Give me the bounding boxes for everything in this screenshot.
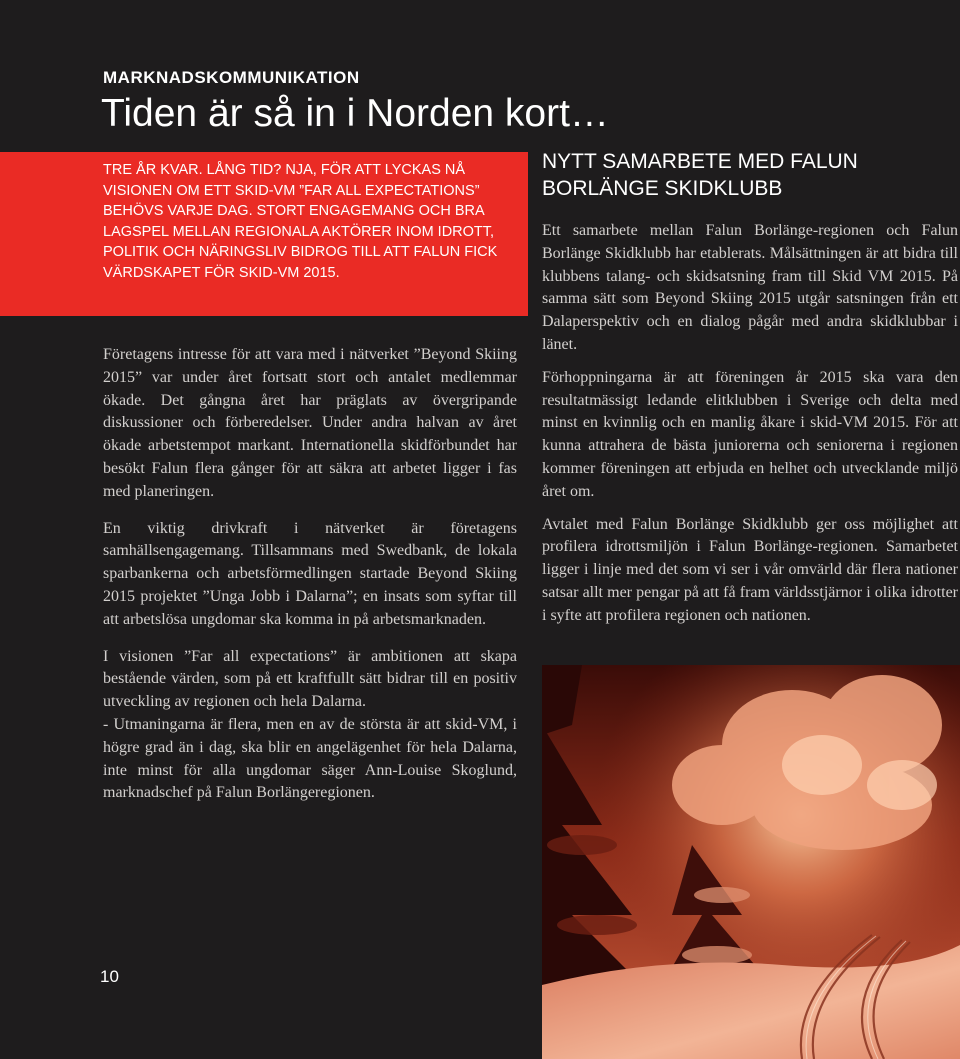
right-heading: NYTT SAMARBETE MED FALUN BORLÄNGE SKIDKLUBB [542, 150, 858, 200]
right-paragraph: Avtalet med Falun Borlänge Skidklubb ger oss möjlighet att profilera idrottsmiljön i Falun Borlänge-regionen. Samarbetet ligger i linje med det som vi ser i vår omvärld där flera nationer satsar allt mer pengar på att få fram världsstjärnor i olika idrotter i syfte att profilera regionen och nationen. [542, 515, 958, 624]
right-paragraph: Förhoppningarna är att föreningen år 2015 ska vara den resultatmässigt ledande elitklubben i Sverige och delta med minst en kvinnlig och en manlig åkare i skid-VM 2015. För att kunna attrahera de bästa juniorerna och seniorerna i regionen kommer föreningen att erbjuda en helhet och utvecklande miljö året om. [542, 368, 958, 500]
left-column [103, 344, 517, 819]
intro-box [0, 152, 528, 316]
right-paragraph: Ett samarbete mellan Falun Borlänge-regionen och Falun Borlänge Skidklubb har etablerats. Målsättningen är att bidra till klubbens talang- och skidsatsning fram till Skid VM 2015. På samma sätt som Beyond Skiing 2015 utgår satsningen från ett Dalaperspektiv och en dialog pågår med andra skidklubbar i länet. [542, 222, 958, 353]
winter-forest-photo [542, 665, 960, 1059]
winter-forest-illustration [542, 665, 960, 1059]
page-title: Tiden är så in i Norden kort… [101, 92, 609, 135]
intro-text: TRE ÅR KVAR. LÅNG TID? NJA, FÖR ATT LYCKAS NÅ VISIONEN OM ETT SKID-VM ”FAR ALL EXPECTATIONS” BEHÖVS VARJE DAG. STORT ENGAGEMANG OCH BRA LAGSPEL MELLAN REGIONALA AKTÖRER INOM IDROTT, POLITIK OCH NÄRINGSLIV BIDROG TILL ATT FALUN FICK VÄRDSKAPET FÖR SKID-VM 2015. [103, 162, 498, 281]
section-kicker: MARKNADSKOMMUNIKATION [103, 68, 360, 87]
left-paragraph: En viktig drivkraft i nätverket är företagens samhällsengagemang. Tillsammans med Swedbank, de lokala sparbankerna och arbetsförmedlingen startade Beyond Skiing 2015 projektet ”Unga Jobb i Dalarna”; en insats som syftar till att arbetslösa ungdomar ska komma in på arbetsmarknaden. [103, 519, 517, 628]
left-paragraph: Företagens intresse för att vara med i nätverket ”Beyond Skiing 2015” var under året fortsatt stort och antalet medlemmar ökade. Det gångna året har präglats av övergripande diskussioner och förberedelser. Under andra halvan av året ökade arbetstempot markant. Internationella skidförbundet har besökt Falun flera gånger för att säkra att arbetet ligger i fas med planeringen. [103, 346, 517, 500]
page-number: 10 [100, 967, 119, 986]
left-paragraph: I visionen ”Far all expectations” är ambitionen att skapa bestående värden, som på ett kraftfullt sätt bidrar till en positiv utveckling av regionen och hela Dalarna. [103, 647, 517, 711]
right-column [542, 148, 958, 638]
left-paragraph: - Utmaningarna är flera, men en av de största är att skid-VM, i högre grad än i dag, ska blir en angelägenhet för hela Dalarna, inte minst för alla ungdomar säger Ann-Louise Skoglund, marknadschef på Falun Borlängeregionen. [103, 715, 517, 802]
